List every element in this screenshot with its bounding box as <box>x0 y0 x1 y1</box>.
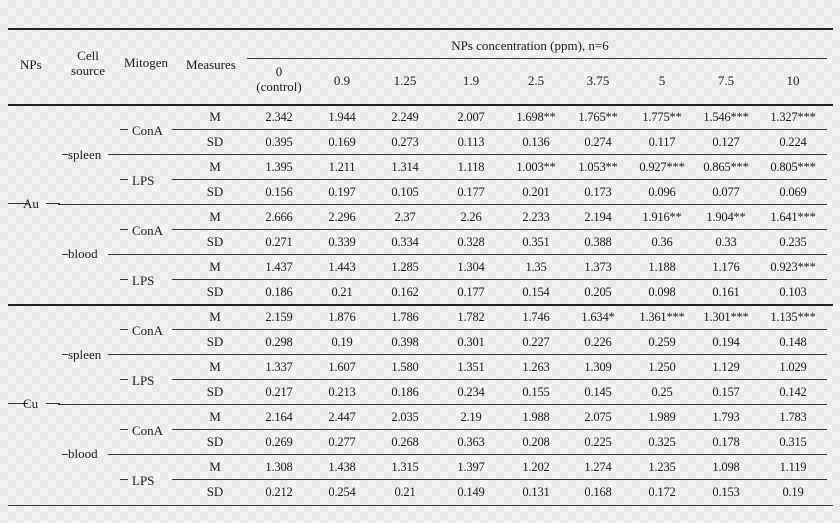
table-cell: 0.927*** <box>639 160 685 174</box>
table-cell: 1.250 <box>648 360 676 374</box>
table-cell: 1.395 <box>265 160 293 174</box>
table-cell: 0.274 <box>584 135 612 149</box>
table-cell: 0.334 <box>391 235 419 249</box>
table-cell: 1.337 <box>265 360 293 374</box>
table-cell: 0.271 <box>265 235 293 249</box>
table-cell: 1.327*** <box>770 110 816 124</box>
mitogen-stub-rule <box>172 179 198 180</box>
group-separator-rule <box>8 304 833 306</box>
header-cell-source <box>64 48 112 78</box>
concentration-header-line: 0 <box>275 64 283 79</box>
table-cell: 2.666 <box>265 210 293 224</box>
table-cell: 0.36 <box>651 235 673 249</box>
mitogen-stub-rule <box>120 379 128 380</box>
table-cell: 0.315 <box>779 435 807 449</box>
table-cell: 1.235 <box>648 460 676 474</box>
source-label: spleen <box>68 147 102 162</box>
table-cell: 0.103 <box>779 285 807 299</box>
table-cell: 2.035 <box>391 410 419 424</box>
table-cell: 1.176 <box>712 260 740 274</box>
mitogen-label: LPS <box>132 373 155 388</box>
concentration-header-line: (control) <box>256 79 302 94</box>
measure-label: M <box>209 259 221 274</box>
table-cell: 0.269 <box>265 435 293 449</box>
table-cell: 0.226 <box>584 335 612 349</box>
mitogen-stub-rule <box>172 329 198 330</box>
concentration-header-line: 2.5 <box>527 73 545 88</box>
table-cell: 0.149 <box>457 485 485 499</box>
source-rule <box>58 204 827 205</box>
table-cell: 0.213 <box>328 385 356 399</box>
concentration-header-line: 1.9 <box>462 73 480 88</box>
table-cell: 0.186 <box>265 285 293 299</box>
concentration-header-line: 5 <box>658 73 666 88</box>
table-cell: 0.162 <box>391 285 419 299</box>
table-cell: 1.373 <box>584 260 612 274</box>
table-cell: 0.178 <box>712 435 740 449</box>
measure-label: M <box>209 109 221 124</box>
mitogen-stub-rule <box>120 229 128 230</box>
mitogen-stub-rule <box>120 129 128 130</box>
table-cell: 0.19 <box>331 335 353 349</box>
table-cell: 2.164 <box>265 410 293 424</box>
table-cell: 0.161 <box>712 285 740 299</box>
measure-rule <box>197 329 827 330</box>
table-cell: 0.131 <box>522 485 550 499</box>
table-cell: 0.194 <box>712 335 740 349</box>
table-cell: 0.205 <box>584 285 612 299</box>
table-cell: 0.21 <box>394 485 416 499</box>
mitogen-rule <box>118 454 827 455</box>
mitogen-label: ConA <box>132 423 164 438</box>
measure-rule <box>197 379 827 380</box>
table-cell: 0.157 <box>712 385 740 399</box>
top-rule <box>8 28 833 30</box>
table-cell: 1.315 <box>391 460 419 474</box>
np-stub-rule <box>46 403 60 404</box>
table-cell: 2.447 <box>328 410 356 424</box>
table-cell: 0.145 <box>584 385 612 399</box>
table-cell: 1.944 <box>328 110 356 124</box>
table-cell: 0.186 <box>391 385 419 399</box>
measure-label: SD <box>206 134 224 149</box>
table-cell: 1.308 <box>265 460 293 474</box>
table-cell: 0.148 <box>779 335 807 349</box>
mitogen-stub-rule <box>120 479 128 480</box>
measure-rule <box>197 429 827 430</box>
table-cell: 1.397 <box>457 460 485 474</box>
table-cell: 1.438 <box>328 460 356 474</box>
table-cell: 1.437 <box>265 260 293 274</box>
table-cell: 0.155 <box>522 385 550 399</box>
mitogen-rule <box>118 154 827 155</box>
table-cell: 0.923*** <box>770 260 816 274</box>
source-rule <box>58 404 827 405</box>
table-cell: 2.075 <box>584 410 612 424</box>
table-cell: 0.224 <box>779 135 807 149</box>
header-bottom-rule <box>8 104 833 106</box>
table-cell: 1.989 <box>648 410 676 424</box>
mitogen-stub-rule <box>120 329 128 330</box>
measure-label: M <box>209 409 221 424</box>
np-label: Cu <box>23 396 39 411</box>
table-cell: 0.212 <box>265 485 293 499</box>
mitogen-label: ConA <box>132 123 164 138</box>
table-cell: 0.33 <box>715 235 737 249</box>
table-cell: 0.105 <box>391 185 419 199</box>
table-cell: 0.301 <box>457 335 485 349</box>
measure-label: M <box>209 359 221 374</box>
source-label: spleen <box>68 347 102 362</box>
table-cell: 0.277 <box>328 435 356 449</box>
table-cell: 1.793 <box>712 410 740 424</box>
table-cell: 1.443 <box>328 260 356 274</box>
table-cell: 1.786 <box>391 310 419 324</box>
table-cell: 0.234 <box>457 385 485 399</box>
table-cell: 0.098 <box>648 285 676 299</box>
table-cell: 2.296 <box>328 210 356 224</box>
measure-label: SD <box>206 184 224 199</box>
mitogen-label: LPS <box>132 273 155 288</box>
mitogen-stub-rule <box>120 279 128 280</box>
concentration-header <box>371 73 439 88</box>
measure-label: SD <box>206 484 224 499</box>
mitogen-label: ConA <box>132 223 164 238</box>
table-cell: 0.127 <box>712 135 740 149</box>
table-cell: 1.988 <box>522 410 550 424</box>
table-cell: 1.211 <box>328 160 356 174</box>
source-stub-rule <box>108 154 120 155</box>
measure-rule <box>197 129 827 130</box>
source-label: blood <box>68 446 98 461</box>
mitogen-stub-rule <box>172 279 198 280</box>
table-cell: 0.156 <box>265 185 293 199</box>
measure-rule <box>197 229 827 230</box>
table-cell: 0.325 <box>648 435 676 449</box>
table-cell: 2.233 <box>522 210 550 224</box>
mitogen-label: LPS <box>132 473 155 488</box>
table-cell: 0.268 <box>391 435 419 449</box>
concentration-header-line: 1.25 <box>393 73 417 88</box>
table-cell: 1.580 <box>391 360 419 374</box>
mitogen-rule <box>118 254 827 255</box>
table-cell: 1.301*** <box>703 310 749 324</box>
table-cell: 0.235 <box>779 235 807 249</box>
table-cell: 0.113 <box>457 135 485 149</box>
table-cell: 2.37 <box>394 210 416 224</box>
concentration-header <box>759 73 827 88</box>
table-cell: 2.342 <box>265 110 293 124</box>
concentration-header <box>308 73 376 88</box>
header-nps: NPs <box>20 57 42 72</box>
measure-label: M <box>209 159 221 174</box>
measure-rule <box>197 179 827 180</box>
table-cell: 1.029 <box>779 360 807 374</box>
table-cell: 0.154 <box>522 285 550 299</box>
table-cell: 2.26 <box>460 210 482 224</box>
table-cell: 1.274 <box>584 460 612 474</box>
table-cell: 1.641*** <box>770 210 816 224</box>
mitogen-label: ConA <box>132 323 164 338</box>
header-cell-source-line1: Cell <box>77 48 99 63</box>
table-cell: 0.273 <box>391 135 419 149</box>
table-cell: 1.904** <box>706 210 746 224</box>
table-cell: 0.21 <box>331 285 353 299</box>
mitogen-stub-rule <box>120 429 128 430</box>
concentration-header <box>628 73 696 88</box>
table-cell: 1.876 <box>328 310 356 324</box>
header-cell-source-line2: source <box>71 63 105 78</box>
table-cell: 1.053** <box>578 160 618 174</box>
table-cell: 0.254 <box>328 485 356 499</box>
table-cell: 1.263 <box>522 360 550 374</box>
mitogen-stub-rule <box>172 429 198 430</box>
measure-label: M <box>209 209 221 224</box>
measure-rule <box>197 279 827 280</box>
mitogen-stub-rule <box>172 379 198 380</box>
table-cell: 0.177 <box>457 185 485 199</box>
table-cell: 0.865*** <box>703 160 749 174</box>
table-cell: 0.298 <box>265 335 293 349</box>
measure-label: SD <box>206 334 224 349</box>
concentration-header <box>437 73 505 88</box>
table-cell: 1.607 <box>328 360 356 374</box>
table-cell: 1.129 <box>712 360 740 374</box>
header-mitogen: Mitogen <box>124 55 169 70</box>
measure-rule <box>197 479 827 480</box>
table-cell: 0.077 <box>712 185 740 199</box>
measure-label: SD <box>206 434 224 449</box>
table-cell: 1.546*** <box>703 110 749 124</box>
table-cell: 1.746 <box>522 310 550 324</box>
mitogen-stub-rule <box>172 229 198 230</box>
table-cell: 2.249 <box>391 110 419 124</box>
table-cell: 0.136 <box>522 135 550 149</box>
np-label: Au <box>23 196 39 211</box>
table-cell: 1.098 <box>712 460 740 474</box>
table-cell: 0.208 <box>522 435 550 449</box>
table-cell: 0.328 <box>457 235 485 249</box>
table-cell: 0.201 <box>522 185 550 199</box>
concentration-header <box>564 73 632 88</box>
header-concentration-rule <box>247 58 827 59</box>
table-cell: 0.117 <box>648 135 676 149</box>
table-cell: 1.003** <box>516 160 556 174</box>
table-cell: 1.351 <box>457 360 485 374</box>
source-stub-rule <box>108 254 120 255</box>
mitogen-label: LPS <box>132 173 155 188</box>
table-cell: 1.916** <box>642 210 682 224</box>
table-cell: 1.188 <box>648 260 676 274</box>
mitogen-stub-rule <box>172 129 198 130</box>
table-cell: 0.25 <box>651 385 673 399</box>
source-stub-rule <box>108 454 120 455</box>
table-cell: 1.361*** <box>639 310 685 324</box>
table-cell: 1.314 <box>391 160 419 174</box>
table-cell: 1.783 <box>779 410 807 424</box>
table-cell: 2.007 <box>457 110 485 124</box>
header-measures: Measures <box>186 57 236 72</box>
table-cell: 0.197 <box>328 185 356 199</box>
table-cell: 1.35 <box>525 260 547 274</box>
table-cell: 0.172 <box>648 485 676 499</box>
table-cell: 1.775** <box>642 110 682 124</box>
table-cell: 1.202 <box>522 460 550 474</box>
table-cell: 0.142 <box>779 385 807 399</box>
source-label: blood <box>68 246 98 261</box>
measure-label: SD <box>206 384 224 399</box>
concentration-header-line: 3.75 <box>586 73 610 88</box>
table-cell: 2.159 <box>265 310 293 324</box>
concentration-header <box>502 73 570 88</box>
table-cell: 0.173 <box>584 185 612 199</box>
table-cell: 0.227 <box>522 335 550 349</box>
table-cell: 1.118 <box>457 160 485 174</box>
measure-label: SD <box>206 284 224 299</box>
table-cell: 0.339 <box>328 235 356 249</box>
table-cell: 1.285 <box>391 260 419 274</box>
measure-label: M <box>209 309 221 324</box>
table-cell: 1.698** <box>516 110 556 124</box>
table-cell: 0.069 <box>779 185 807 199</box>
table-cell: 0.096 <box>648 185 676 199</box>
table-cell: 0.351 <box>522 235 550 249</box>
concentration-header <box>245 64 313 94</box>
table-cell: 0.217 <box>265 385 293 399</box>
table-cell: 0.363 <box>457 435 485 449</box>
table-cell: 0.19 <box>782 485 804 499</box>
table-cell: 0.153 <box>712 485 740 499</box>
table-cell: 2.194 <box>584 210 612 224</box>
measure-label: SD <box>206 234 224 249</box>
table-cell: 2.19 <box>460 410 482 424</box>
header-concentration-title: NPs concentration (ppm), n=6 <box>451 38 609 53</box>
mitogen-rule <box>118 354 827 355</box>
table-cell: 1.782 <box>457 310 485 324</box>
table-cell: 1.304 <box>457 260 485 274</box>
mitogen-stub-rule <box>172 479 198 480</box>
table-cell: 0.398 <box>391 335 419 349</box>
measure-label: M <box>209 459 221 474</box>
table-cell: 0.388 <box>584 235 612 249</box>
concentration-header-line: 10 <box>786 73 800 88</box>
mitogen-stub-rule <box>120 179 128 180</box>
table-cell: 0.168 <box>584 485 612 499</box>
bottom-rule <box>8 505 833 506</box>
table-cell: 0.225 <box>584 435 612 449</box>
source-stub-rule <box>108 354 120 355</box>
np-stub-rule <box>46 203 60 204</box>
table-cell: 0.805*** <box>770 160 816 174</box>
table-cell: 0.169 <box>328 135 356 149</box>
table-cell: 1.634* <box>581 310 615 324</box>
table-cell: 1.119 <box>779 460 807 474</box>
concentration-header <box>692 73 760 88</box>
table-cell: 1.765** <box>578 110 618 124</box>
table-cell: 0.395 <box>265 135 293 149</box>
table-cell: 1.135*** <box>770 310 816 324</box>
table-cell: 0.259 <box>648 335 676 349</box>
table-cell: 1.309 <box>584 360 612 374</box>
concentration-header-line: 0.9 <box>333 73 351 88</box>
table-cell: 0.177 <box>457 285 485 299</box>
concentration-header-line: 7.5 <box>717 73 735 88</box>
